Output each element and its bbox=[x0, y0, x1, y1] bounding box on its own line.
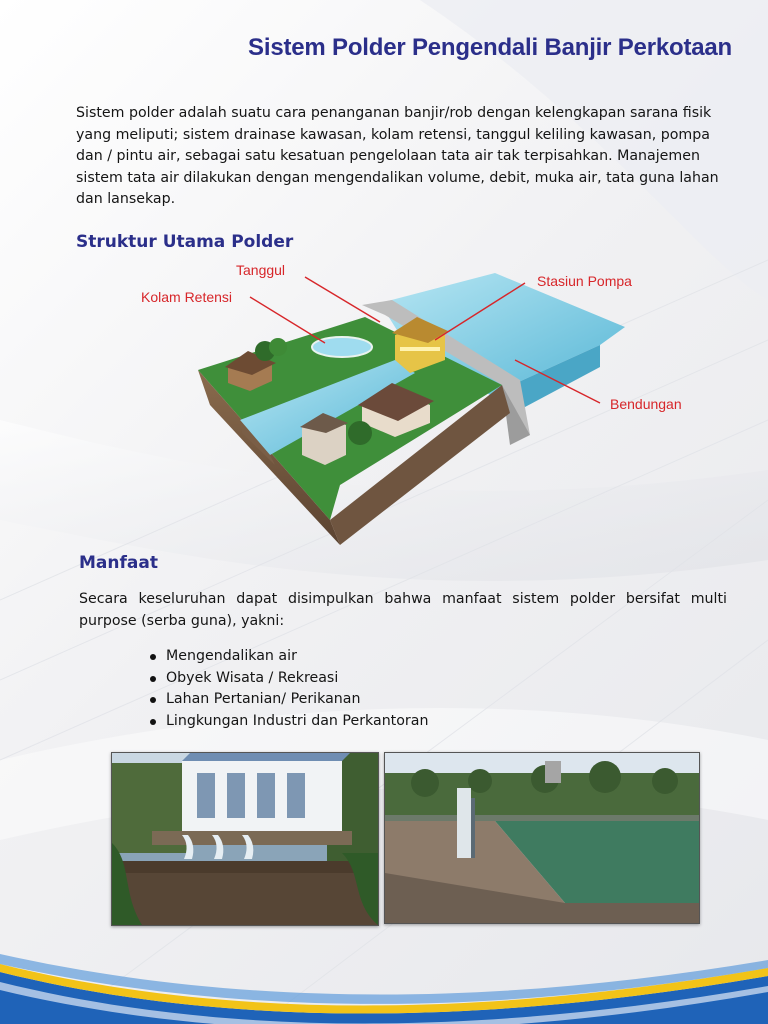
page-title: Sistem Polder Pengendali Banjir Perkotaan bbox=[248, 34, 732, 61]
list-item: Mengendalikan air bbox=[148, 646, 428, 668]
label-tanggul: Tanggul bbox=[236, 262, 286, 278]
benefit-list bbox=[148, 646, 428, 732]
label-bendungan: Bendungan bbox=[610, 396, 682, 412]
benefit-heading: Manfaat bbox=[79, 553, 158, 573]
label-kolam-retensi: Kolam Retensi bbox=[141, 289, 233, 305]
list-item: Lahan Pertanian/ Perikanan bbox=[148, 689, 428, 711]
benefit-paragraph: Secara keseluruhan dapat disimpulkan bahwa manfaat sistem polder bersifat multi purpose (serba guna), yakni: bbox=[79, 591, 727, 629]
list-item: Lingkungan Industri dan Perkantoran bbox=[148, 711, 428, 733]
list-item: Obyek Wisata / Rekreasi bbox=[148, 668, 428, 690]
intro-paragraph: Sistem polder adalah suatu cara penanganan banjir/rob dengan kelengkapan sarana fisik yang meliputi; sistem drainase kawasan, kolam retensi, tanggul keliling kawasan, pompa dan / pintu air, sebagai satu kesatuan pengelolaan tata air tak terpisahkan. Manajemen sistem tata air dilakukan dengan mengendalikan volume, debit, muka air, tata guna lahan dan lansekap. bbox=[76, 105, 719, 207]
footer-swoosh bbox=[0, 894, 768, 1024]
label-stasiun-pompa: Stasiun Pompa bbox=[537, 273, 632, 289]
structure-heading: Struktur Utama Polder bbox=[76, 232, 294, 252]
